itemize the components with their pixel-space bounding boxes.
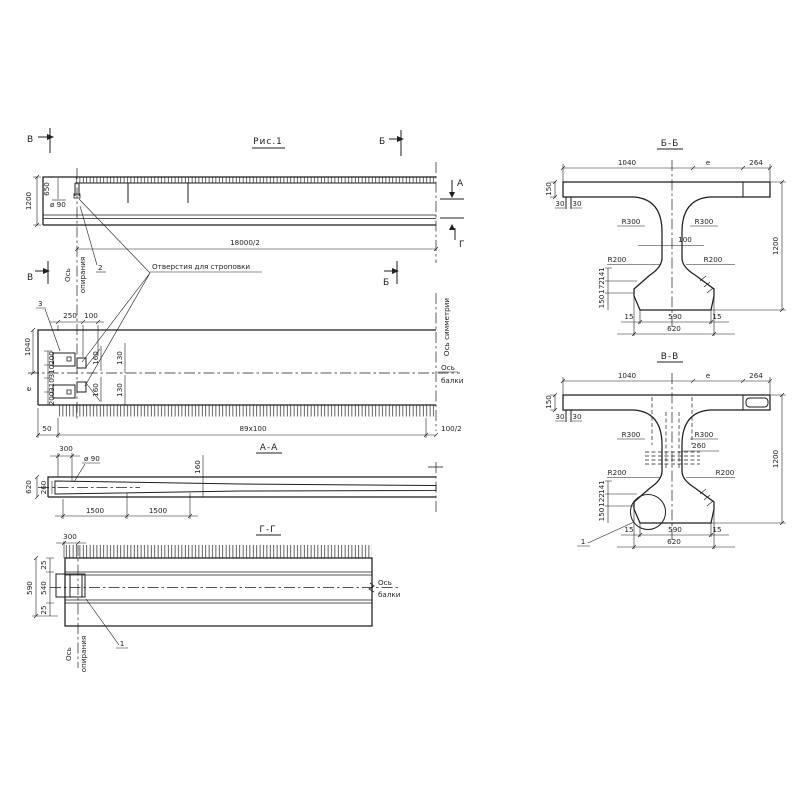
gg-590-dim: 590 (25, 581, 34, 595)
vv-15-right: 15 (712, 525, 722, 534)
figure-title: Рис.1 (253, 137, 283, 147)
marker-v-label: В (27, 135, 35, 145)
plan-seg-dim-2: 310 (47, 378, 56, 392)
section-marker-g (440, 218, 466, 250)
bb-side-dim-2: 150 (597, 294, 606, 309)
plan-seg-dim-3: 200 (47, 391, 56, 406)
plan-spacing-dim: 89х100 (239, 424, 267, 433)
section-bb-view (544, 139, 786, 336)
vv-r200-right: R200 (715, 468, 735, 477)
bb-30-left: 30 (555, 199, 565, 208)
callout-3: 3 (38, 299, 43, 308)
bearing-axis-label-2: опирания (78, 256, 87, 294)
plan-130-top: 130 (115, 351, 124, 365)
vv-r300-left: R300 (621, 430, 641, 439)
bb-web-dim: 100 (678, 235, 692, 244)
bb-1200-dim: 1200 (771, 236, 780, 256)
gg-callout-1: 1 (119, 639, 125, 648)
aa-1500-dim-2: 1500 (148, 506, 168, 515)
vv-264-dim: 264 (749, 371, 763, 380)
vv-web-dim: 260 (692, 441, 706, 450)
beam-axis-label-2: балки (441, 376, 464, 385)
bb-e-label: е (705, 158, 711, 167)
aa-300-dim: 300 (59, 444, 73, 453)
bb-side-dim-0: 141 (597, 267, 606, 281)
vv-side-dim-1: 122 (597, 493, 606, 507)
vv-30-left: 30 (555, 412, 565, 421)
vv-callout-1: 1 (580, 537, 586, 546)
bb-590-dim: 590 (668, 312, 682, 321)
elevation-hole-dia: ø 90 (50, 200, 66, 209)
bb-r300-right: R300 (694, 217, 714, 226)
marker-g-label: Г (459, 240, 466, 250)
marker-b-label-2: Б (383, 278, 391, 288)
vv-side-dim-2: 150 (597, 507, 606, 522)
vv-side-dim-0: 141 (597, 480, 606, 494)
vv-r200-left: R200 (607, 468, 627, 477)
vv-e-label: е (705, 371, 711, 380)
bearing-axis-label-1: Ось (63, 268, 72, 282)
vv-r300-right: R300 (694, 430, 714, 439)
bb-15-right: 15 (712, 312, 722, 321)
vv-1040-dim: 1040 (617, 371, 637, 380)
elevation-view (24, 128, 466, 420)
section-marker-v-bottom (27, 261, 50, 284)
bb-150-dim: 150 (544, 182, 553, 196)
gg-beam-axis-1: Ось (378, 578, 392, 587)
elevation-height-dim: 1200 (24, 191, 33, 211)
bb-1040-dim: 1040 (617, 158, 637, 167)
plan-160-bottom: 160 (91, 383, 100, 397)
plan-1040-dim: 1040 (23, 337, 32, 357)
plan-160-top: 160 (91, 351, 100, 365)
section-marker-v-top (27, 128, 54, 153)
gg-bearing-axis-2: опирания (79, 635, 88, 673)
section-vv-title: В-В (660, 352, 680, 362)
aa-620-dim: 620 (24, 480, 33, 494)
marker-a-label: А (457, 179, 465, 189)
callout-2: 2 (98, 263, 103, 272)
section-marker-a (440, 179, 464, 199)
section-bb-title: Б-Б (660, 139, 680, 149)
plan-130-bottom: 130 (115, 383, 124, 397)
section-gg-view (25, 525, 401, 672)
vv-1200-dim: 1200 (771, 449, 780, 469)
gg-300-dim: 300 (63, 532, 77, 541)
gg-beam-axis-2: балки (378, 590, 401, 599)
elevation-length-dim: 18000/2 (230, 238, 260, 247)
aa-160-dim: 160 (193, 460, 202, 474)
bb-r200-left: R200 (607, 255, 627, 264)
vv-590-dim: 590 (668, 525, 682, 534)
section-marker-b-top (379, 130, 404, 156)
gg-540-dim: 540 (39, 581, 48, 595)
gg-25-bottom: 25 (39, 605, 48, 615)
aa-1500-dim-1: 1500 (85, 506, 105, 515)
vv-620-dim: 620 (667, 537, 681, 546)
section-aa-title: А-А (259, 443, 279, 453)
vv-30-right: 30 (572, 412, 582, 421)
plan-e-label: е (24, 386, 33, 392)
bb-15-left: 15 (624, 312, 634, 321)
plan-view (23, 293, 464, 438)
plan-100-2-dim: 100/2 (441, 424, 462, 433)
section-vv-view (544, 352, 786, 549)
section-marker-b-bottom (383, 261, 399, 288)
marker-b-label: Б (379, 137, 387, 147)
marker-v-label-2: В (27, 273, 35, 283)
symmetry-axis-label: Ось симметрии (442, 297, 451, 357)
section-aa-view (24, 443, 443, 519)
aa-260-dim: 260 (39, 480, 48, 495)
vv-150-dim: 150 (544, 395, 553, 409)
section-gg-title: Г-Г (259, 525, 277, 535)
bb-620-dim: 620 (667, 324, 681, 333)
plan-seg-dim-1: 310 (47, 364, 56, 379)
gg-25-top: 25 (39, 560, 48, 570)
elevation-650-dim: 650 (42, 182, 51, 196)
aa-hole-dia: ø 90 (84, 454, 100, 463)
bb-264-dim: 264 (749, 158, 763, 167)
plan-seg-dim-0: 200 (47, 351, 56, 365)
vv-15-left: 15 (624, 525, 634, 534)
beam-axis-label-1: Ось (441, 363, 455, 372)
plan-100-dim: 100 (84, 311, 98, 320)
gg-bearing-axis-1: Ось (64, 647, 73, 661)
bb-30-right: 30 (572, 199, 582, 208)
plan-250-dim: 250 (63, 311, 77, 320)
strop-holes-note: Отверстия для строповки (152, 262, 251, 271)
bb-r300-left: R300 (621, 217, 641, 226)
plan-50-dim: 50 (42, 424, 52, 433)
bb-r200-right: R200 (703, 255, 723, 264)
bb-side-dim-1: 172 (597, 280, 606, 294)
